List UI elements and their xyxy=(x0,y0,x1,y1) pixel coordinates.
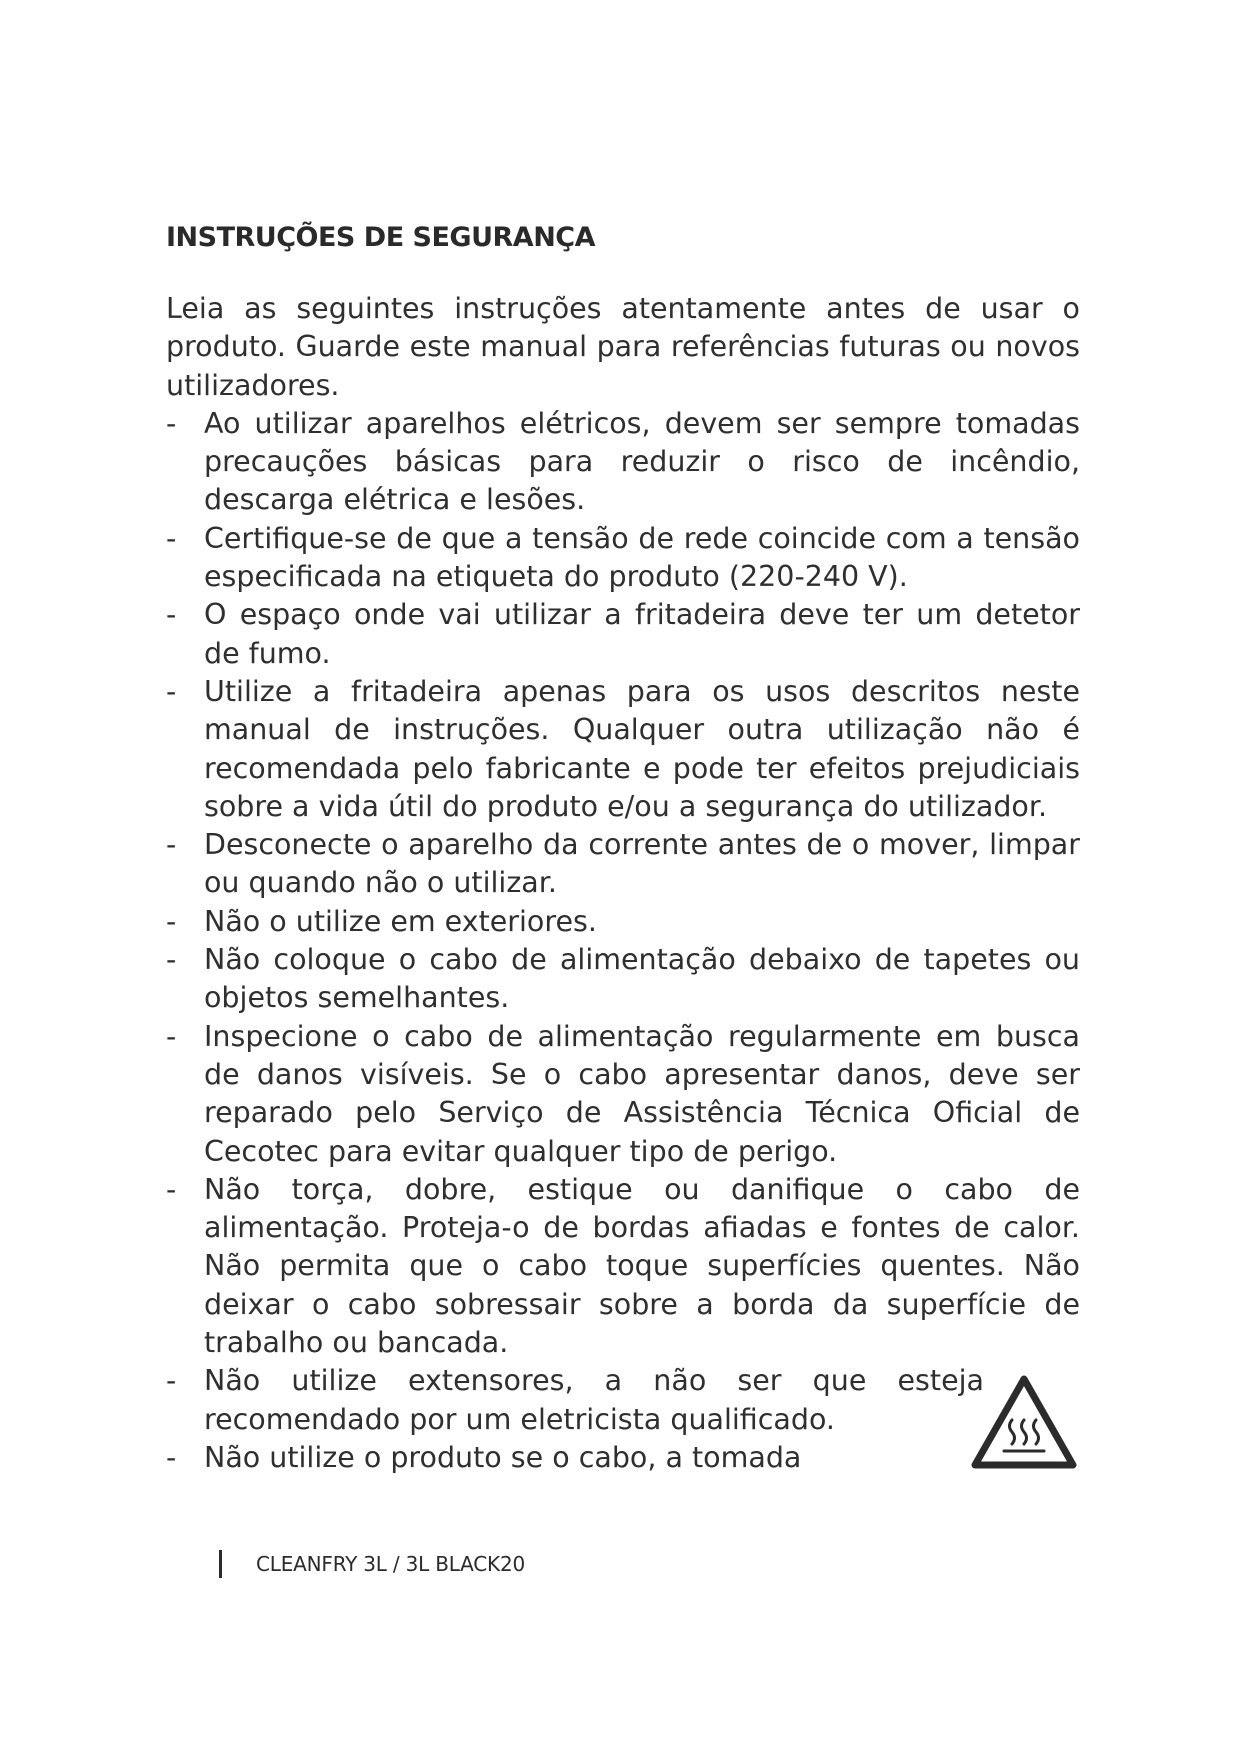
bullet-dash: - xyxy=(166,1364,177,1398)
list-item xyxy=(166,596,1080,673)
list-item-text: Certifique-se de que a tensão de rede coincide com a tensão especificada na etiqueta do produto (220-240 V). xyxy=(204,521,1080,594)
list-item-text: Ao utilizar aparelhos elétricos, devem ser sempre tomadas precauções básicas para reduzir o risco de incêndio, descarga elétrica e lesões. xyxy=(204,406,1080,517)
list-item xyxy=(166,941,1080,1018)
bullet-dash: - xyxy=(166,1019,177,1053)
list-item-text: Não coloque o cabo de alimentação debaixo de tapetes ou objetos semelhantes. xyxy=(204,943,1080,1015)
list-item xyxy=(166,520,1080,597)
bullet-dash: - xyxy=(166,1440,177,1474)
bullet-dash: - xyxy=(166,406,177,440)
bullet-dash: - xyxy=(166,943,177,977)
list-item-text: O espaço onde vai utilizar a fritadeira deve ter um detetor de fumo. xyxy=(204,598,1080,670)
bullet-dash: - xyxy=(166,904,177,938)
list-item-text: Inspecione o cabo de alimentação regularmente em busca de danos visíveis. Se o cabo apresentar danos, deve ser reparado pelo Serviço de Assistência Técnica Oficial de Cecotec para evitar qualquer tipo de perigo. xyxy=(204,1019,1080,1168)
intro-paragraph: Leia as seguintes instruções atentamente antes de usar o produto. Guarde este manual para referências futuras ou novos utilizadores. xyxy=(166,292,1080,402)
bullet-dash: - xyxy=(166,674,177,708)
bullet-dash: - xyxy=(166,1172,177,1206)
list-item-text: Desconecte o aparelho da corrente antes de o mover, limpar ou quando não o utilizar. xyxy=(204,828,1080,900)
list-item xyxy=(166,1362,984,1439)
list-item-text: Não torça, dobre, estique ou danifique o cabo de alimentação. Proteja-o de bordas afiadas e fontes de calor. Não permita que o cabo toque superfícies quentes. Não deixar o cabo sobressair sobre a borda da superfície de trabalho ou bancada. xyxy=(204,1172,1080,1360)
page-title: INSTRUÇÕES DE SEGURANÇA xyxy=(166,222,596,253)
list-item xyxy=(166,1171,1080,1362)
list-item-text: Não o utilize em exteriores. xyxy=(204,904,597,938)
bullet-dash: - xyxy=(166,828,177,862)
footer-model-name: CLEANFRY 3L / 3L BLACK20 xyxy=(256,1552,526,1576)
safety-list xyxy=(166,405,1080,1477)
instructions-body xyxy=(166,290,1080,1477)
list-item-text: Não utilize extensores, a não ser que esteja recomendado por um eletricista qualificado. xyxy=(204,1364,984,1436)
list-item xyxy=(166,1439,984,1477)
page-footer xyxy=(219,1548,525,1580)
list-item xyxy=(166,405,1080,520)
footer-divider xyxy=(219,1550,222,1578)
list-item xyxy=(166,903,1080,941)
list-item xyxy=(166,673,1080,826)
list-item xyxy=(166,826,1080,903)
bullet-dash: - xyxy=(166,598,177,632)
hot-surface-warning-icon xyxy=(970,1373,1078,1473)
list-item-text: Não utilize o produto se o cabo, a tomada xyxy=(204,1440,802,1474)
list-item-text: Utilize a fritadeira apenas para os usos descritos neste manual de instruções. Qualquer outra utilização não é recomendada pelo fabricante e pode ter efeitos prejudiciais sobre a vida útil do produto e/ou a segurança do utilizador. xyxy=(204,674,1080,823)
list-item xyxy=(166,1018,1080,1171)
bullet-dash: - xyxy=(166,521,177,555)
